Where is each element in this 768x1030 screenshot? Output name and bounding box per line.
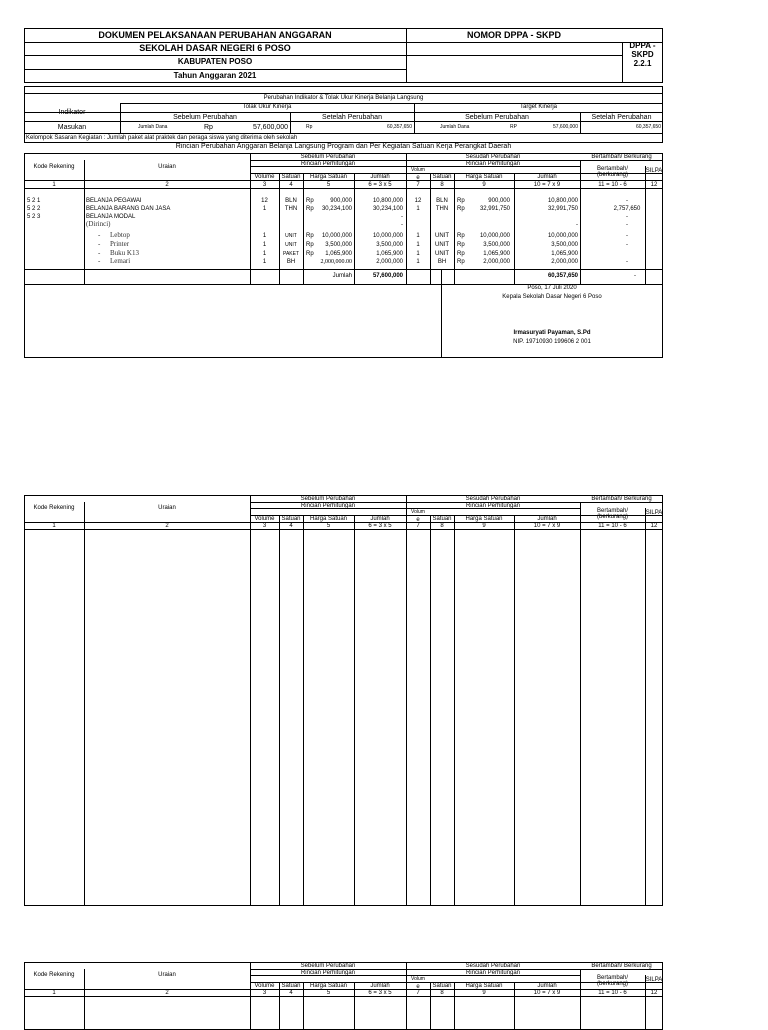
col-header: 10 = 7 x 9 (533, 990, 561, 996)
col-number: 11 = 10 - 6 (598, 182, 627, 188)
col-harga: Harga Satuan (309, 174, 348, 180)
masukan-label: Masukan (57, 124, 87, 131)
row-jumlah: 10,800,000 (372, 198, 403, 204)
col-header: Harga Satuan (309, 516, 348, 522)
total-selisih: - (634, 273, 636, 279)
col-header: 1 (52, 523, 56, 529)
row-satuan: UNIT (285, 233, 297, 239)
col-header: Rincian Perhitungan (300, 503, 356, 509)
col-header: 5 (326, 990, 331, 996)
row-harga-2: 1,065,900 (483, 251, 510, 257)
row-harga-2: 32,991,750 (479, 206, 510, 212)
total-label: Jumlah (332, 273, 352, 279)
rule (580, 502, 581, 906)
col-number: 8 (440, 182, 444, 188)
row-harga: 10,000,000 (321, 233, 352, 239)
col-header: Harga Satuan (465, 983, 503, 989)
rule (279, 515, 280, 906)
rule (645, 975, 646, 1030)
row-bullet: - (98, 240, 101, 248)
col-rincian: Rincian Perhitungan (465, 161, 521, 167)
signature-name: Irmasuryati Payaman, S.Pd (513, 330, 591, 336)
row-satuan-2: BLN (436, 198, 448, 204)
rule (84, 969, 85, 1030)
row-selisih: - (626, 242, 628, 248)
rule (303, 515, 304, 906)
col-header: Satuan (281, 516, 301, 522)
row-jumlah: 3,500,000 (376, 242, 403, 248)
row-satuan-2: BH (437, 259, 447, 265)
col-header: Sebelum Perubahan (300, 496, 356, 502)
row-uraian: Lebtop (110, 231, 130, 239)
col-header: Volume (254, 516, 275, 522)
row-selisih: - (626, 233, 628, 239)
tolak-sebelum-value: 57,600,000 (252, 124, 288, 131)
target-sebelum-label: Sebelum Perubahan (465, 114, 529, 121)
dppa-code-line2: SKPD (631, 50, 654, 59)
rule (406, 495, 407, 906)
row-volume: 1 (262, 251, 267, 257)
col-header: Volum (411, 976, 425, 982)
col-header: 9 (482, 990, 486, 996)
col-number: 2 (165, 182, 169, 188)
col-number: 7 (416, 182, 420, 188)
rule (514, 515, 515, 906)
row-rp-2: Rp (457, 206, 465, 212)
target-setelah-label: Setelah Perubahan (591, 114, 652, 121)
row-kode: 5 2 2 (27, 206, 41, 212)
col-satuan-2: Satuan (432, 174, 452, 180)
col-satuan: Satuan (281, 174, 301, 180)
row-bullet: - (98, 231, 101, 239)
row-selisih: - (626, 222, 628, 228)
col-header: Jumlah (370, 983, 390, 989)
col-header: Kode Rekening (33, 972, 75, 978)
row-harga-2: 3,500,000 (483, 242, 510, 248)
row-satuan: UNIT (285, 242, 297, 248)
col-sesudah: Sesudah Perubahan (465, 154, 521, 160)
col-volume-2: Volum (411, 167, 425, 173)
row-jumlah-2: 2,000,000 (551, 259, 578, 265)
school-name: SEKOLAH DASAR NEGERI 6 POSO (139, 43, 291, 53)
col-header: Volum (411, 509, 425, 515)
row-satuan: PAKET (282, 251, 300, 257)
kinerja-heading: Perubahan Indikator & Tolak Ukur Kinerja Belanja Langsung (263, 95, 424, 101)
target-kinerja-label: Target Kinerja (519, 104, 558, 110)
col-number: 9 (482, 182, 486, 188)
row-harga: 30,234,100 (321, 206, 352, 212)
row-volume: 12 (261, 198, 268, 204)
rp-label: Rp (204, 124, 213, 131)
rincian-title: Rincian Perubahan Anggaran Belanja Langsung Program dan Per Kegiatan Satuan Kerja Perangkat Daerah (175, 143, 512, 150)
col-header: e (416, 517, 420, 523)
col-number: 12 (650, 182, 658, 188)
col-header: Sesudah Perubahan (465, 963, 521, 969)
nomor-dppa-label: NOMOR DPPA - SKPD (466, 30, 561, 40)
row-satuan: BH (286, 259, 296, 265)
rule (354, 515, 355, 906)
tolak-ukur-label: Tolak Ukur Kinerja (242, 104, 292, 110)
row-harga: 900,000 (330, 198, 352, 204)
col-header: Harga Satuan (465, 516, 503, 522)
jumlah-dana-label: Jumlah Dana (138, 124, 168, 130)
col-header: 4 (289, 523, 293, 529)
col-sebelum: Sebelum Perubahan (300, 154, 356, 160)
row-jumlah: 1,065,900 (376, 251, 403, 257)
col-header: e (416, 984, 420, 990)
row-rp-2: Rp (457, 198, 465, 204)
col-header: Uraian (158, 505, 176, 511)
indikator-label: Indikator (58, 109, 86, 116)
doc-title: DOKUMEN PELAKSANAAN PERUBAHAN ANGGARAN (98, 30, 332, 40)
col-bertambah: Bertambah/ Berkurang (591, 154, 652, 160)
row-volume-2: 1 (416, 251, 420, 257)
col-header: 4 (289, 990, 293, 996)
row-rp-2: Rp (457, 242, 465, 248)
col-header: Satuan (432, 516, 452, 522)
col-number: 3 (262, 182, 267, 188)
rule (24, 529, 663, 530)
row-harga: 2,000,000.00 (320, 259, 352, 265)
row-jumlah-2: 32,991,750 (547, 206, 578, 212)
row-uraian: Printer (110, 240, 130, 248)
row-satuan-2: UNIT (435, 242, 449, 248)
row-jumlah-2: 10,800,000 (547, 198, 578, 204)
total-sebelum: 57,600,000 (372, 273, 403, 279)
row-uraian: BELANJA MODAL (86, 214, 136, 220)
row-jumlah-2: 1,065,900 (551, 251, 578, 257)
col-header: Bertambah/ (596, 975, 629, 981)
row-harga: 1,065,900 (325, 251, 352, 257)
rule (454, 515, 455, 906)
row-rp-2: Rp (457, 251, 465, 257)
col-header: 7 (416, 523, 420, 529)
row-bullet: - (98, 249, 101, 257)
signature-position: Kepala Sekolah Dasar Negeri 6 Poso (502, 294, 602, 300)
col-number: 5 (326, 182, 331, 188)
col-header: Rincian Perhitungan (465, 970, 521, 976)
row-satuan-2: THN (435, 206, 449, 212)
row-selisih: 2,757,650 (613, 206, 641, 212)
rule (84, 502, 85, 906)
continuation-table (24, 495, 663, 906)
rule (645, 508, 646, 906)
col-volume: Volume (254, 174, 275, 180)
row-volume-2: 1 (416, 259, 420, 265)
row-jumlah: - (401, 222, 403, 228)
rule (430, 515, 431, 906)
tolak-sebelum-label: Sebelum Perubahan (173, 114, 237, 121)
row-selisih: - (626, 259, 628, 265)
dppa-code-line3: 2.2.1 (633, 59, 652, 68)
row-volume-2: 1 (416, 242, 420, 248)
row-volume: 1 (262, 259, 267, 265)
total-sesudah: 60,357,650 (547, 273, 578, 279)
col-volume-2b: e (416, 175, 420, 181)
col-header: 6 = 3 x 5 (368, 990, 392, 996)
col-header: Volume (254, 983, 275, 989)
row-rp-2: Rp (457, 259, 465, 265)
col-header: (berkurang) (596, 514, 628, 520)
row-kode: 5 2 1 (27, 198, 41, 204)
col-header: 6 = 3 x 5 (368, 523, 392, 529)
rule (24, 996, 663, 997)
col-header: 12 (650, 990, 658, 996)
row-volume: 1 (262, 233, 267, 239)
col-number: 4 (289, 182, 293, 188)
row-uraian: BELANJA PEGAWAI (86, 198, 142, 204)
col-header: SILPA (645, 977, 663, 983)
row-jumlah-2: 3,500,000 (551, 242, 578, 248)
col-header: 8 (440, 523, 444, 529)
row-uraian: Lemari (110, 257, 131, 265)
row-satuan-2: UNIT (435, 251, 449, 257)
col-number: 1 (52, 182, 56, 188)
rp-label: RP (510, 124, 517, 130)
col-kode-rekening: Kode Rekening (33, 164, 75, 170)
row-jumlah: - (401, 214, 403, 220)
col-header: Kode Rekening (33, 505, 75, 511)
col-header: 1 (52, 990, 56, 996)
col-header: 11 = 10 - 6 (598, 990, 627, 996)
col-header: Harga Satuan (309, 983, 348, 989)
col-header: 2 (165, 523, 169, 529)
signature-nip: NIP. 19710930 199606 2 001 (513, 339, 591, 345)
fiscal-year: Tahun Anggaran 2021 (173, 71, 257, 80)
col-header: Uraian (158, 972, 176, 978)
col-silpa: SILPA (645, 168, 663, 174)
col-header: Bertambah/ Berkurang (591, 963, 652, 969)
row-uraian: (Dirinci) (86, 220, 111, 228)
row-selisih: - (626, 198, 628, 204)
row-rp: Rp (306, 206, 314, 212)
col-header: 2 (165, 990, 169, 996)
col-header: Rincian Perhitungan (300, 970, 356, 976)
col-bertambah-3: (berkurang) (596, 172, 628, 178)
col-header: 5 (326, 523, 331, 529)
row-rp-2: Rp (457, 233, 465, 239)
row-harga-2: 10,000,000 (479, 233, 510, 239)
row-volume-2: 1 (416, 206, 420, 212)
row-selisih: - (626, 214, 628, 220)
col-jumlah: Jumlah (370, 174, 390, 180)
col-header: Sebelum Perubahan (300, 963, 356, 969)
col-number: 10 = 7 x 9 (533, 182, 561, 188)
col-header: 7 (416, 990, 420, 996)
row-uraian: BELANJA BARANG DAN JASA (86, 206, 171, 212)
row-rp: Rp (306, 251, 314, 257)
col-header: Bertambah/ Berkurang (591, 496, 652, 502)
target-setelah-value: 60,357,650 (635, 124, 661, 130)
rule (250, 495, 251, 906)
tolak-setelah-label: Setelah Perubahan (322, 114, 382, 121)
target-sebelum-value: 57,600,000 (552, 124, 578, 130)
col-header: (berkurang) (596, 981, 628, 987)
kelompok-sasaran: Kelompok Sasaran Kegiatan : Jumlah paket alat praktek dan peraga siswa yang diterima oleh sekolah (26, 135, 298, 141)
col-rincian: Rincian Perhitungan (300, 161, 356, 167)
row-jumlah: 10,000,000 (372, 233, 403, 239)
col-number: 6 = 3 x 5 (368, 182, 392, 188)
signature-place-date: Poso, 17 Juli 2020 (527, 285, 577, 291)
row-jumlah-2: - (576, 222, 578, 228)
row-jumlah-2: 10,000,000 (547, 233, 578, 239)
row-volume-2: 1 (416, 233, 420, 239)
row-rp: Rp (306, 242, 314, 248)
row-satuan: THN (284, 206, 298, 212)
row-volume: 1 (262, 206, 267, 212)
col-jumlah-2: Jumlah (537, 174, 557, 180)
col-header: Satuan (281, 983, 301, 989)
row-jumlah: 30,234,100 (372, 206, 403, 212)
row-volume-2: 12 (414, 198, 422, 204)
jumlah-dana-label: Jumlah Dana (440, 124, 470, 130)
row-volume: 1 (262, 242, 267, 248)
col-header: 10 = 7 x 9 (533, 523, 561, 529)
dppa-code-line1: DPPA - (629, 41, 656, 50)
col-header: Satuan (432, 983, 452, 989)
col-header: 12 (650, 523, 658, 529)
row-bullet: - (98, 257, 101, 265)
row-harga-2: 2,000,000 (483, 259, 510, 265)
rp-label: Rp (306, 124, 313, 130)
row-uraian: Buku K13 (110, 249, 139, 257)
row-satuan-2: UNIT (435, 233, 449, 239)
row-kode: 5 2 3 (27, 214, 41, 220)
col-header: 8 (440, 990, 444, 996)
row-harga-2: 900,000 (488, 198, 510, 204)
col-header: 9 (482, 523, 486, 529)
col-header: 11 = 10 - 6 (598, 523, 627, 529)
row-satuan: BLN (285, 198, 297, 204)
col-header: Sesudah Perubahan (465, 496, 521, 502)
row-rp: Rp (306, 198, 314, 204)
col-uraian: Uraian (158, 164, 176, 170)
col-header: Bertambah/ (596, 508, 629, 514)
col-header: 3 (262, 523, 267, 529)
col-header: Jumlah (537, 983, 557, 989)
col-harga-2: Harga Satuan (465, 174, 503, 180)
col-header: Jumlah (370, 516, 390, 522)
tolak-setelah-value: 60,357,650 (386, 124, 412, 130)
row-jumlah: 2,000,000 (376, 259, 403, 265)
col-header: 3 (262, 990, 267, 996)
row-harga: 3,500,000 (325, 242, 352, 248)
district-name: KABUPATEN POSO (177, 57, 253, 66)
col-header: Rincian Perhitungan (465, 503, 521, 509)
col-header: SILPA (645, 510, 663, 516)
col-header: Jumlah (537, 516, 557, 522)
row-rp: Rp (306, 233, 314, 239)
col-bertambah-2: Bertambah/ (596, 166, 629, 172)
